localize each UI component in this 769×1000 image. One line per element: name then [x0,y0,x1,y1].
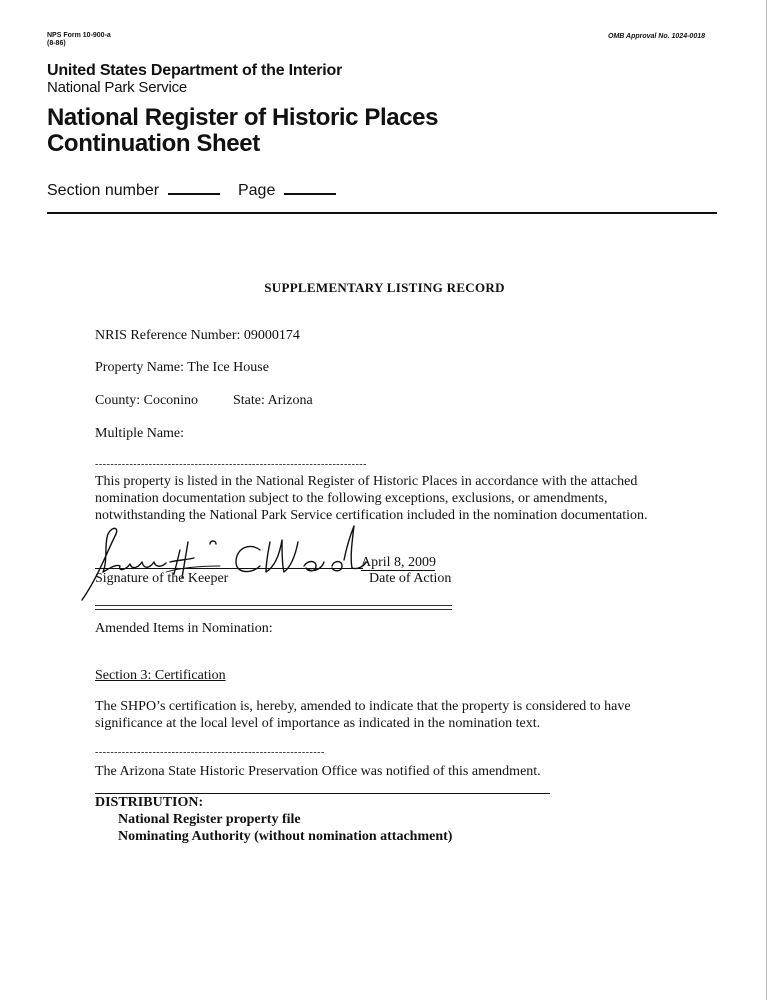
form-number-text: NPS Form 10-900-a [47,32,111,39]
document-title-line1: National Register of Historic Places [47,104,439,131]
form-date-text: (8-86) [47,40,66,47]
amended-items-label: Amended Items in Nomination: [95,621,273,636]
scan-edge [766,0,767,1000]
section3-text-line2: significance at the local level of importance as indicated in the nomination text. [95,716,541,731]
page-label: Page [237,182,276,199]
state: State: Arizona [233,393,313,408]
section3-heading: Section 3: Certification [95,668,226,683]
nris-reference: NRIS Reference Number: 09000174 [95,328,300,343]
distribution-item: National Register property file [118,812,301,827]
keeper-signature [70,522,370,602]
section-number-blank [168,192,220,195]
distribution-rule [95,793,550,794]
header-rule [47,212,717,214]
section3-text-line1: The SHPO’s certification is, hereby, amended to indicate that the property is considered to have [95,699,631,714]
listing-statement: This property is listed in the National Register of Historic Places in accordance with the attached nomination documentation subject to the following exceptions, exclusions, or amendments, notwithstanding the National Park Service certification included in the nomination documentation. [95,474,648,523]
multiple-name: Multiple Name: [95,426,185,441]
double-rule [95,605,452,610]
date-of-action-value: April 8, 2009 [361,555,437,570]
document-title-line2: Continuation Sheet [47,130,260,157]
signature-line [95,568,363,569]
section-page-line [47,182,336,200]
separator-dashes: ----------------------------------------------------------------------- [95,459,367,470]
distribution-item: Nominating Authority (without nomination attachment) [118,829,453,844]
agency-name: National Park Service [47,79,188,96]
record-heading: SUPPLEMENTARY LISTING RECORD [264,280,505,295]
department-name: United States Department of the Interior [47,62,343,79]
distribution-heading: DISTRIBUTION: [95,795,204,810]
date-of-action-label: Date of Action [369,571,452,586]
separator-dashes-2: ------------------------------------------------------------ [95,747,325,758]
page-number-blank [284,192,336,195]
property-name: Property Name: The Ice House [95,360,269,375]
shpo-notified: The Arizona State Historic Preservation Office was notified of this amendment. [95,764,541,779]
county: County: Coconino [95,393,199,408]
form-number [47,32,111,48]
section-number-label: Section number [47,182,160,199]
omb-approval: OMB Approval No. 1024-0018 [608,33,705,40]
signature-label: Signature of the Keeper [95,571,229,586]
